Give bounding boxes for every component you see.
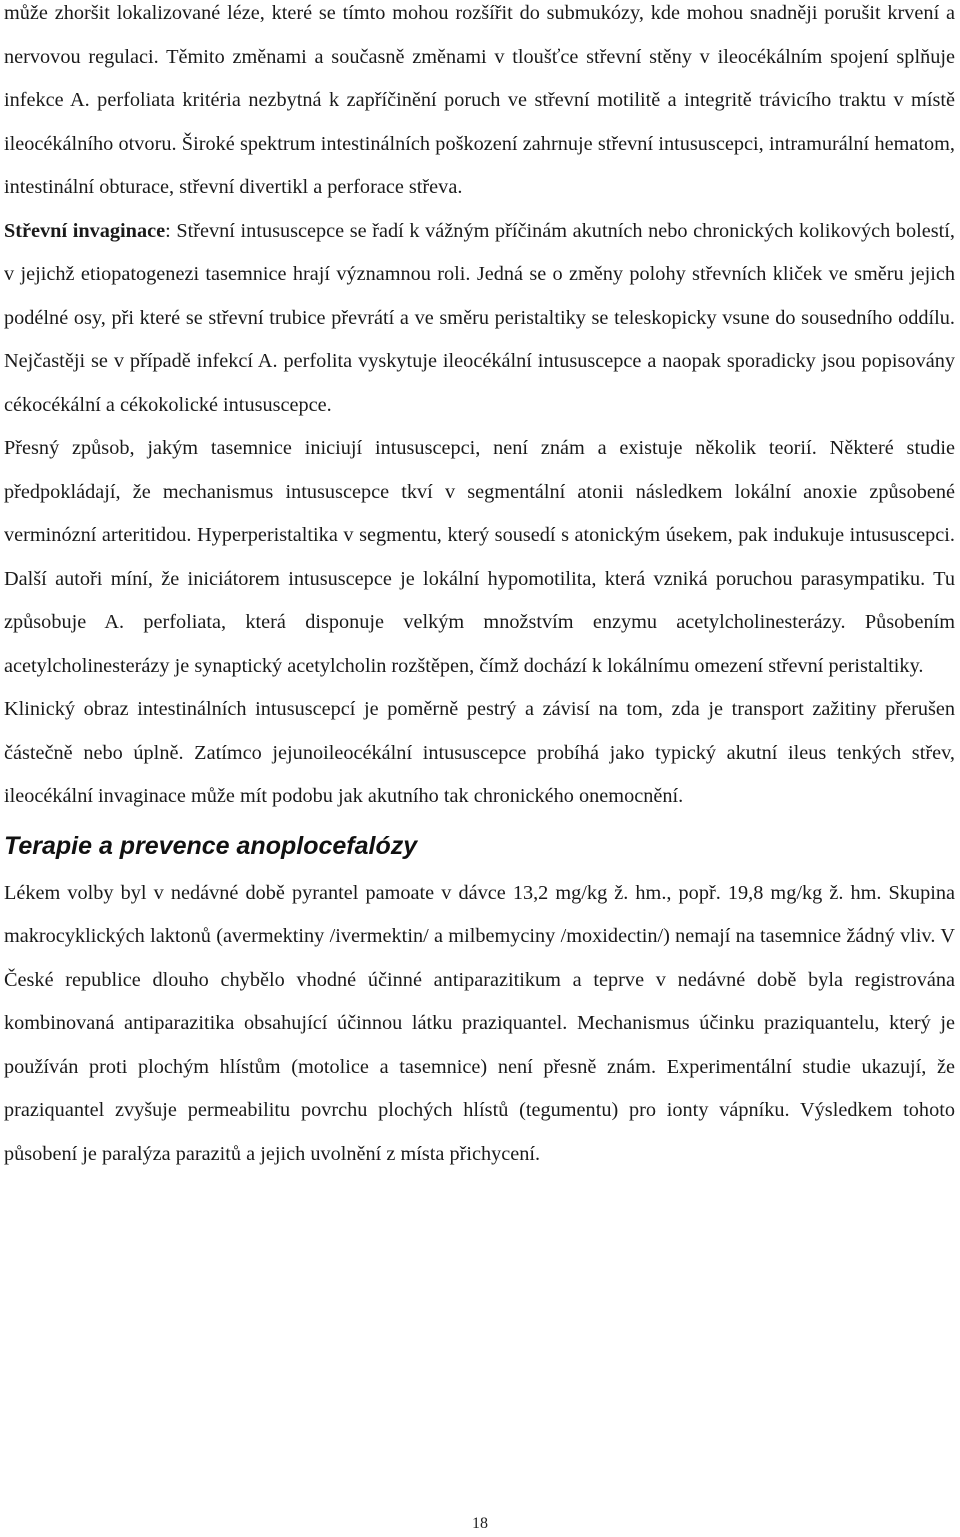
paragraph <box>4 0 955 210</box>
paragraph-text: : Střevní intususcepce se řadí k vážným příčinám akutních nebo chronických kolikových bolestí, v jejichž etiopatogenezi tasemnice hrají významnou roli. Jedná se o změny polohy střevních kliček ve směru jejich podélné osy, při které se střevní trubice převrátí a ve směru peristaltiky se teleskopicky vsune do sousedního oddílu. Nejčastěji se v případě infekcí A. perfolita vyskytuje ileocékální intususcepce a naopak sporadicky jsou popisovány cékocékální a cékokolické intususcepce. <box>4 219 955 416</box>
paragraph <box>4 688 955 819</box>
paragraph-text: může zhoršit lokalizované léze, které se tímto mohou rozšířit do submukózy, kde mohou snadněji porušit krvení a nervovou regulaci. Těmito změnami a současně změnami v tloušťce střevní stěny v ileocékálním spojení splňuje infekce A. perfoliata kritéria nezbytná k zapříčinění poruch ve střevní motilitě a integritě trávicího traktu v místě ileocékálního otvoru. Široké spektrum intestinálních poškození zahrnuje střevní intususcepci, intramurální hematom, intestinální obturace, střevní divertikl a perforace střeva. <box>4 2 955 198</box>
paragraph-text: Klinický obraz intestinálních intususcepcí je poměrně pestrý a závisí na tom, zda je transport zažitiny přerušen částečně nebo úplně. Zatímco jejunoileocékální intususcepce probíhá jako typický akutní ileus tenkých střev, ileocékální invaginace může mít podobu jak akutního tak chronického onemocnění. <box>4 698 955 807</box>
paragraph <box>4 210 955 428</box>
page-number: 18 <box>472 1515 488 1532</box>
paragraph <box>4 872 955 1177</box>
section-heading: Terapie a prevence anoplocefalózy <box>4 831 418 860</box>
paragraph-text: Přesný způsob, jakým tasemnice iniciují intususcepci, není znám a existuje několik teorií. Některé studie předpokládají, že mechanismus intususcepce tkví v segmentální atonii následkem lokální anoxie způsobené verminózní arteritidou. Hyperperistaltika v segmentu, který sousedí s atonickým úsekem, pak indukuje intususcepci. Další autoři míní, že iniciátorem intususcepce je lokální hypomotilita, která vzniká poruchou parasympatiku. Tu způsobuje A. perfoliata, která disponuje velkým množstvím enzymu acetylcholinesterázy. Působením acetylcholinesterázy je synaptický acetylcholin rozštěpen, čímž dochází k lokálnímu omezení střevní peristaltiky. <box>4 437 955 677</box>
paragraph-lead-term: Střevní invaginace <box>4 219 166 242</box>
paragraph <box>4 427 955 688</box>
document-page <box>4 0 955 1176</box>
paragraph-text: Lékem volby byl v nedávné době pyrantel pamoate v dávce 13,2 mg/kg ž. hm., popř. 19,8 mg/kg ž. hm. Skupina makrocyklických laktonů (avermektiny /ivermektin/ a milbemyciny /moxidectin/) nemají na tasemnice žádný vliv. V České republice dlouho chybělo vhodné účinné antiparazitikum a teprve v nedávné době byla registrována kombinovaná antiparazitika obsahující účinnou látku praziquantel. Mechanismus účinku praziquantelu, který je používán proti plochým hlístům (motolice a tasemnice) není přesně znám. Experimentální studie ukazují, že praziquantel zvyšuje permeabilitu povrchu plochých hlístů (tegumentu) pro ionty vápníku. Výsledkem tohoto působení je paralýza parazitů a jejich uvolnění z místa přichycení. <box>4 881 955 1165</box>
